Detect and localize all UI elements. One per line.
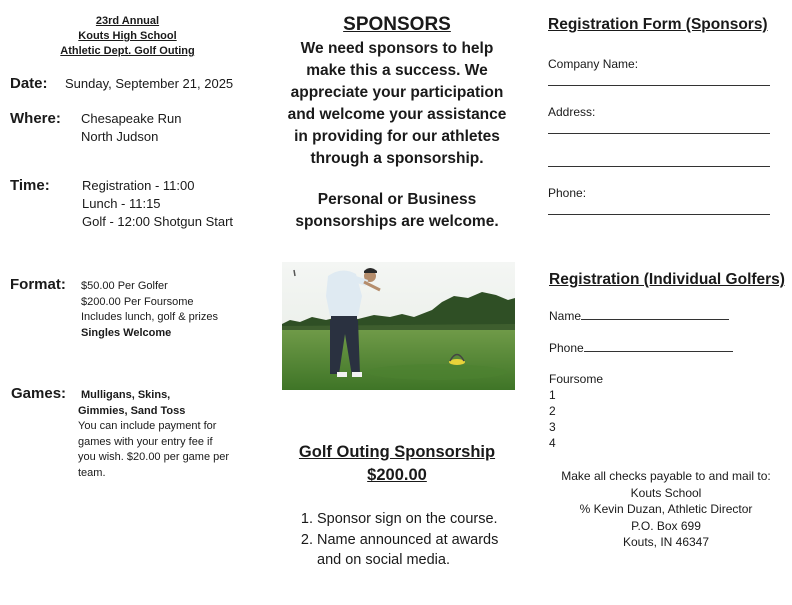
where-value <box>81 110 181 146</box>
foursome-slot[interactable]: 1 <box>549 388 556 402</box>
intro-line: We need sponsors to help <box>300 40 494 57</box>
games-list-line: Mulligans, Skins, <box>81 389 171 401</box>
foursome-list <box>549 371 603 451</box>
phone-field[interactable] <box>548 214 770 215</box>
format-line: $200.00 Per Foursome <box>81 295 194 308</box>
format-line: Singles Welcome <box>81 326 172 339</box>
intro-line: through a sponsorship. <box>310 150 484 167</box>
golfer-photo <box>282 262 515 390</box>
company-name-field[interactable] <box>548 85 770 86</box>
header-line-school: Kouts High School <box>78 30 177 42</box>
time-schedule <box>82 177 233 231</box>
intro-line: make this a success. We <box>306 62 488 79</box>
mail-line: % Kevin Duzan, Athletic Director <box>579 502 753 516</box>
golfer-phone-label: Phone <box>549 341 584 355</box>
format-line: $50.00 Per Golfer <box>81 280 168 292</box>
header-line-anniversary: 23rd Annual <box>95 15 160 27</box>
games-label: Games: <box>11 385 67 402</box>
games-note-line: you wish. $20.00 per game per <box>78 451 230 463</box>
sponsors-welcome <box>278 189 516 233</box>
sponsorship-title: Golf Outing Sponsorship <box>298 443 496 461</box>
venue-name: Chesapeake Run <box>81 111 182 126</box>
company-name-label: Company Name: <box>548 57 639 71</box>
sponsors-title: SPONSORS <box>343 14 451 35</box>
foursome-slot[interactable]: 2 <box>549 404 556 418</box>
time-label: Time: <box>10 177 50 194</box>
mail-line: P.O. Box 699 <box>631 518 701 533</box>
games-list-line: Gimmies, Sand Toss <box>78 404 186 417</box>
intro-line: appreciate your participation <box>290 84 504 101</box>
foursome-slot[interactable]: 3 <box>549 420 556 434</box>
header-line-event: Athletic Dept. Golf Outing <box>60 45 195 57</box>
intro-line: in providing for our athletes <box>294 128 500 145</box>
welcome-line: Personal or Business <box>317 191 477 208</box>
sponsorship-price: $200.00 <box>367 466 427 484</box>
sponsorship-benefits <box>280 509 547 571</box>
time-line: Golf - 12:00 Shotgun Start <box>82 214 234 229</box>
games-note-line: You can include payment for <box>78 420 217 432</box>
games-note-line: team. <box>78 466 106 479</box>
sponsor-form-title: Registration Form (Sponsors) <box>548 16 768 33</box>
golfer-name-row <box>549 307 729 323</box>
intro-line: and welcome your assistance <box>287 106 507 123</box>
format-label: Format: <box>10 276 66 293</box>
golfer-phone-field[interactable] <box>584 339 733 352</box>
games-note-line: games with your entry fee if <box>78 435 213 448</box>
time-line: Registration - 11:00 <box>82 178 195 193</box>
individual-form-title: Registration (Individual Golfers) <box>549 271 785 288</box>
welcome-line: sponsorships are welcome. <box>295 213 499 230</box>
date-value: Sunday, September 21, 2025 <box>65 76 234 91</box>
where-label: Where: <box>10 110 61 127</box>
golfer-name-label: Name <box>549 309 582 323</box>
venue-town: North Judson <box>81 129 159 144</box>
foursome-slot[interactable]: 4 <box>549 436 556 450</box>
address-label: Address: <box>548 105 596 119</box>
phone-label: Phone: <box>548 186 587 200</box>
golfer-phone-row <box>549 339 733 355</box>
format-details <box>81 279 218 341</box>
benefit-item: 1. Sponsor sign on the course. <box>317 509 547 530</box>
address-field-line-2[interactable] <box>548 166 770 167</box>
mail-line: Kouts, IN 46347 <box>622 535 710 549</box>
address-field-line-1[interactable] <box>548 133 770 134</box>
benefit-item: 2. Name announced at awards and on social media. <box>317 530 547 571</box>
mailing-instructions <box>543 468 789 551</box>
date-label: Date: <box>10 75 48 92</box>
event-header <box>30 14 225 59</box>
time-line: Lunch - 11:15 <box>82 196 161 211</box>
sponsorship-offer <box>278 441 516 487</box>
games-details <box>78 388 250 481</box>
golfer-name-field[interactable] <box>581 307 729 320</box>
mail-line: Make all checks payable to and mail to: <box>561 469 771 483</box>
format-line: Includes lunch, golf & prizes <box>81 311 218 323</box>
foursome-label: Foursome <box>549 372 604 386</box>
mail-line: Kouts School <box>630 485 702 500</box>
sponsors-intro <box>278 38 516 170</box>
